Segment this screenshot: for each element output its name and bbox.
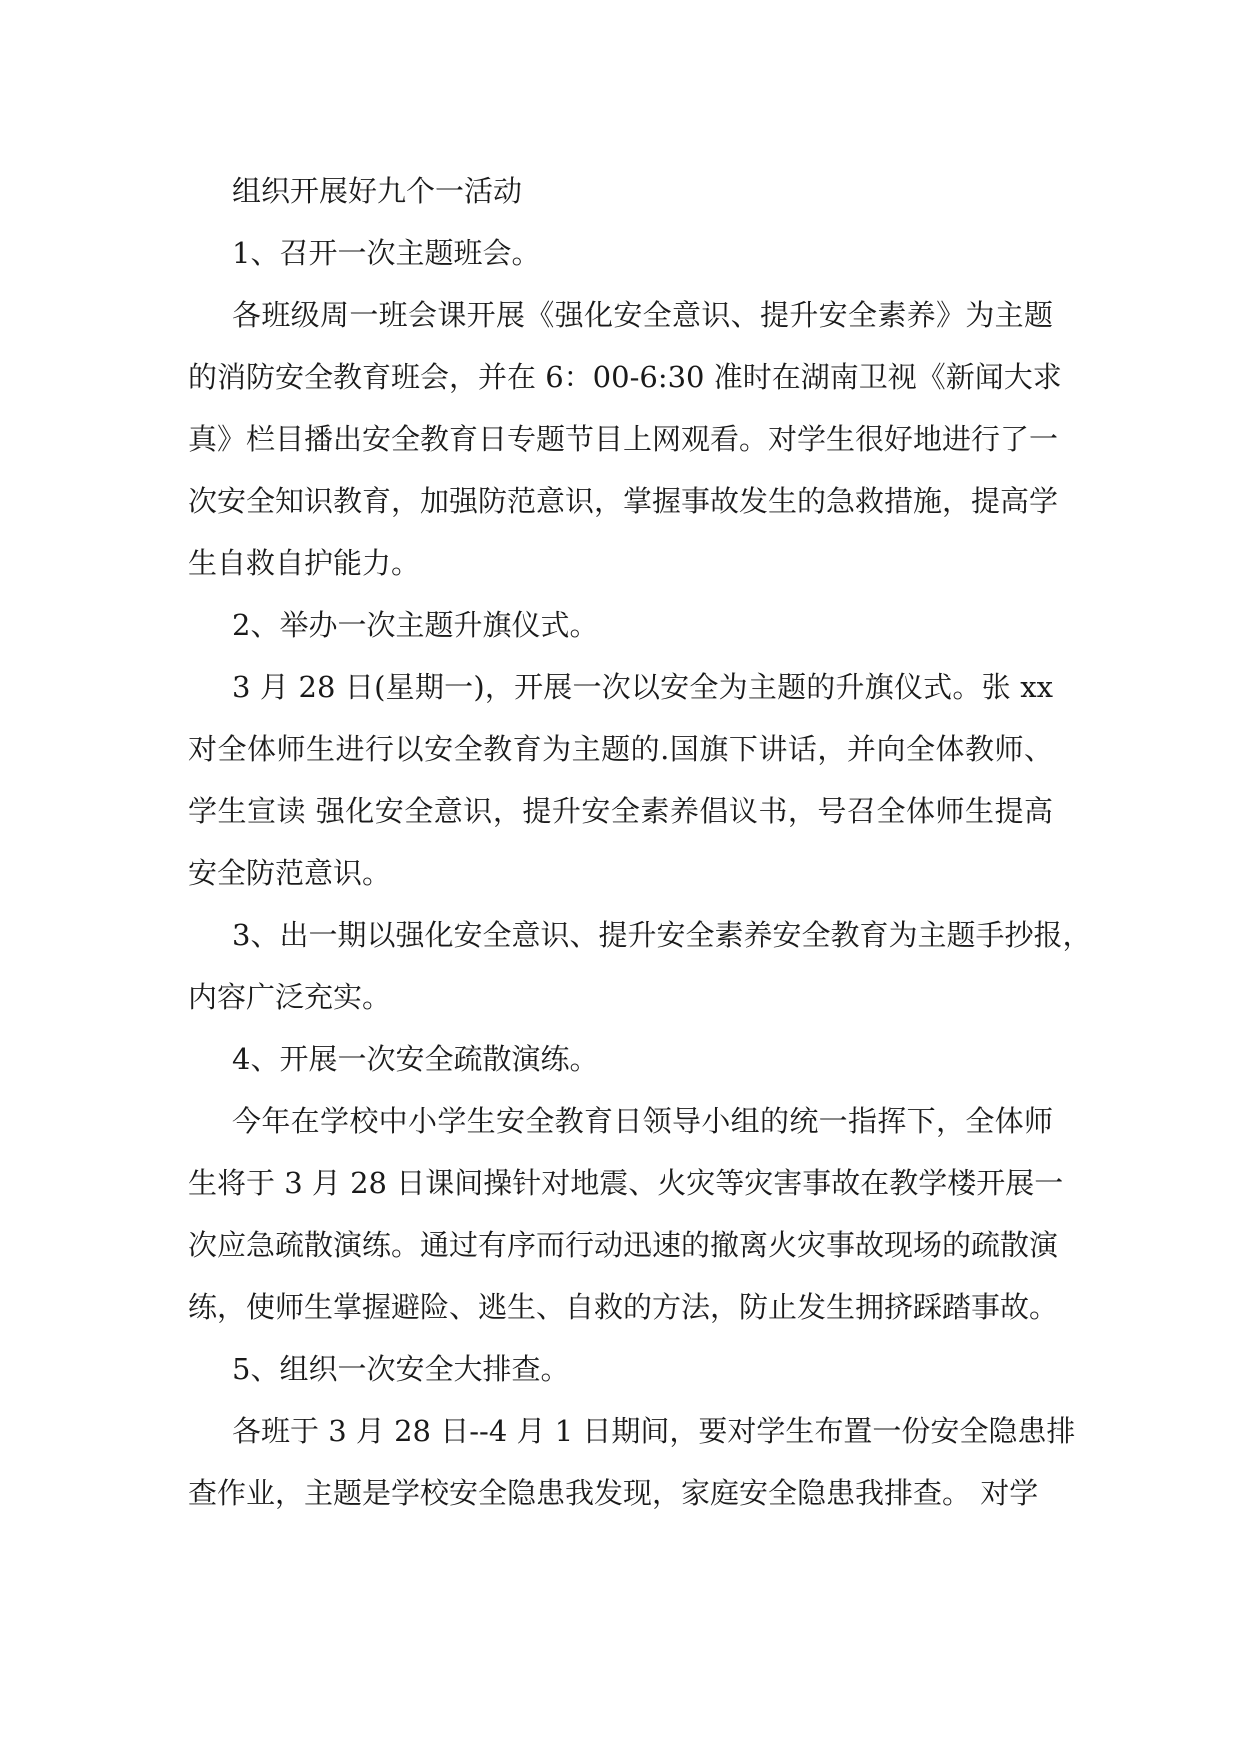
- item-3-body-line: 3、出一期以强化安全意识、提升安全素养安全教育为主题手抄报，: [232, 918, 1092, 952]
- item-2-body-line: 3 月 28 日(星期一)，开展一次以安全为主题的升旗仪式。张 xx: [232, 670, 1053, 704]
- paragraph-item-2-heading: [188, 594, 1053, 656]
- document-title: 组织开展好九个一活动: [232, 174, 523, 208]
- item-4-body-line: 生将于 3 月 28 日课间操针对地震、火灾等灾害事故在教学楼开展一: [188, 1166, 1064, 1200]
- paragraph-item-3-body: [188, 904, 1092, 1028]
- item-1-body-line: 生自救自护能力。: [188, 546, 421, 580]
- item-1-body-line: 的消防安全教育班会，并在 6：00-6:30 准时在湖南卫视《新闻大求: [188, 360, 1062, 394]
- paragraph-item-1-body: [188, 284, 1062, 594]
- item-2-body-line: 安全防范意识。: [188, 856, 392, 890]
- item-5-body-line: 查作业，主题是学校安全隐患我发现，家庭安全隐患我排查。 对学: [188, 1476, 1039, 1510]
- paragraph-item-4-body: [188, 1090, 1064, 1338]
- item-4-body-line: 次应急疏散演练。通过有序而行动迅速的撤离火灾事故现场的疏散演: [188, 1228, 1059, 1262]
- item-2-body-line: 学生宣读 强化安全意识，提升安全素养倡议书，号召全体师生提高: [188, 794, 1053, 828]
- item-5-body-line: 各班于 3 月 28 日--4 月 1 日期间，要对学生布置一份安全隐患排: [232, 1414, 1076, 1448]
- paragraph-item-4-heading: [188, 1028, 1053, 1090]
- item-4-body-line: 今年在学校中小学生安全教育日领导小组的统一指挥下，全体师: [232, 1104, 1053, 1138]
- item-1-heading-line: 1、召开一次主题班会。: [232, 236, 541, 270]
- document-body: [188, 160, 1092, 1524]
- paragraph-list: [188, 222, 1092, 1524]
- item-2-heading-line: 2、举办一次主题升旗仪式。: [232, 608, 599, 642]
- paragraph-item-5-body: [188, 1400, 1076, 1524]
- paragraph-item-5-heading: [188, 1338, 1053, 1400]
- item-1-body-line: 真》栏目播出安全教育日专题节目上网观看。对学生很好地进行了一: [188, 422, 1059, 456]
- item-5-heading-line: 5、组织一次安全大排查。: [232, 1352, 570, 1386]
- paragraph-item-1-heading: [188, 222, 1053, 284]
- item-1-body-line: 各班级周一班会课开展《强化安全意识、提升安全素养》为主题: [232, 298, 1053, 332]
- item-3-body-line: 内容广泛充实。: [188, 980, 392, 1014]
- item-4-body-line: 练，使师生掌握避险、逃生、自救的方法，防止发生拥挤踩踏事故。: [188, 1290, 1059, 1324]
- item-1-body-line: 次安全知识教育，加强防范意识，掌握事故发生的急救措施，提高学: [188, 484, 1059, 518]
- item-4-heading-line: 4、开展一次安全疏散演练。: [232, 1042, 599, 1076]
- item-2-body-line: 对全体师生进行以安全教育为主题的.国旗下讲话，并向全体教师、: [188, 732, 1053, 766]
- paragraph-item-2-body: [188, 656, 1053, 904]
